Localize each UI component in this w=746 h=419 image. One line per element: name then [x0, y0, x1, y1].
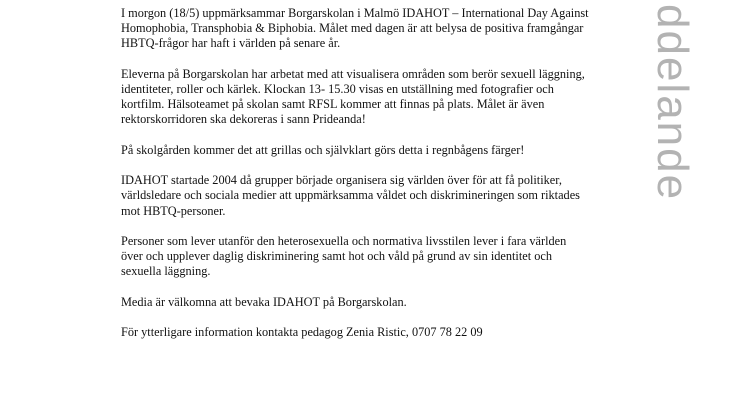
paragraph-discrimination: Personer som lever utanför den heterosexuella och normativa livsstilen lever i fara världen över och upplever daglig diskriminering samt hot och våld på grund av sin identitet och sexuella läggning. — [121, 233, 567, 279]
paragraph-media: Media är välkomna att bevaka IDAHOT på Borgarskolan. — [121, 294, 407, 309]
paragraph-contact: För ytterligare information kontakta pedagog Zenia Ristic, 0707 78 22 09 — [121, 325, 483, 340]
paragraph-intro: I morgon (18/5) uppmärksammar Borgarskolan i Malmö IDAHOT – International Day Against Homophobia, Transphobia & Biphobia. Målet med dagen är att belysa de positiva framgångar HBTQ-frågor har haft i världen på senare år. — [121, 6, 589, 51]
press-release-body — [121, 6, 591, 356]
side-label-vertical: ddelande — [648, 4, 697, 202]
paragraph-history: IDAHOT startade 2004 då grupper började organisera sig världen över för att få politiker, världsledare och sociala medier att uppmärksamma våldet och diskrimineringen som riktades mot HBTQ-personer. — [121, 173, 580, 218]
paragraph-schoolyard: På skolgården kommer det att grillas och självklart görs detta i regnbågens färger! — [121, 142, 525, 157]
paragraph-students: Eleverna på Borgarskolan har arbetat med att visualisera områden som berör sexuell läggning, identiteter, roller och kärlek. Klockan 13- 15.30 visas en utställning med fotografier och kortfilm. Hälsoteamet på skolan samt RFSL kommer att finnas på plats. Målet är även rektorskorridoren ska dekoreras i sann Prideanda! — [121, 66, 585, 127]
